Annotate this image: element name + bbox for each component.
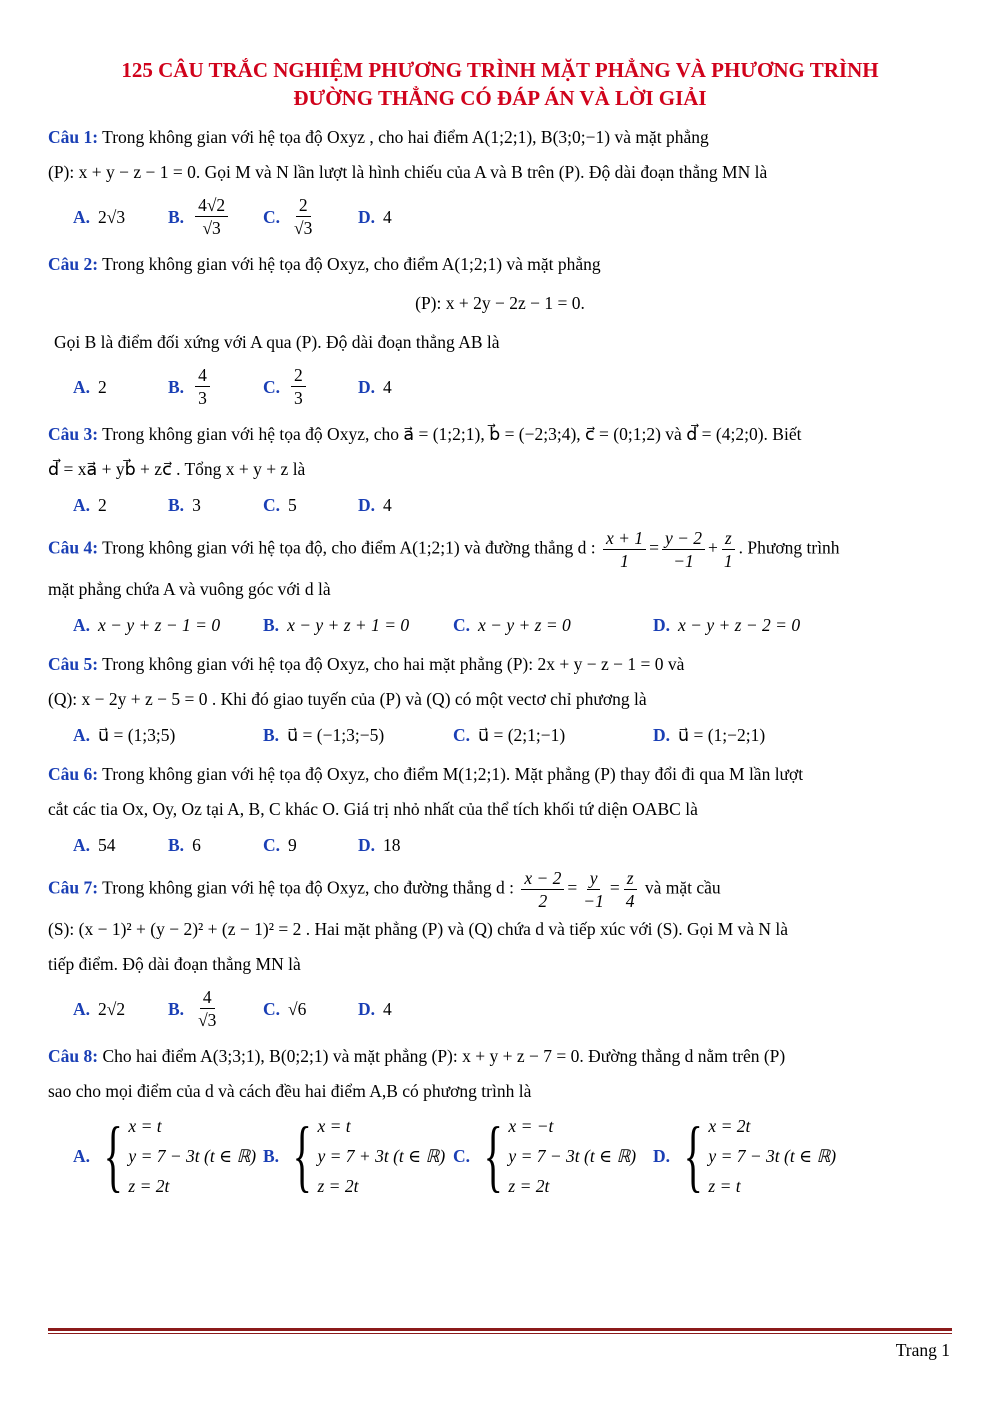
system-line: y = 7 − 3t (t ∈ ℝ) (708, 1146, 837, 1166)
answer-b[interactable] (263, 721, 453, 749)
answer-a[interactable] (73, 203, 168, 231)
system-line: z = 2t (508, 1176, 550, 1196)
left-brace: { (103, 1112, 123, 1200)
answer-letter: C. (453, 615, 471, 635)
numerator: x − 2 (521, 867, 564, 890)
denominator: 3 (198, 388, 207, 408)
question-text: và mặt cầu (644, 877, 721, 898)
question-text: (P): x + y − z − 1 = 0. Gọi M và N lần lượt là hình chiếu của A và B trên (P). Độ dài đoạn thẳng MN là (48, 162, 768, 182)
answers-4 (48, 611, 952, 639)
question-label: Câu 5: (48, 654, 99, 674)
denominator: 1 (620, 551, 629, 571)
answer-letter: D. (653, 615, 671, 635)
system-line: z = t (708, 1176, 741, 1196)
answer-c[interactable] (453, 611, 653, 639)
answer-d[interactable] (358, 203, 392, 231)
answer-value: u⃗ = (1;3;5) (98, 725, 176, 745)
answer-d[interactable] (653, 1111, 836, 1201)
answer-letter: B. (168, 376, 185, 397)
answer-c[interactable] (453, 721, 653, 749)
document-page (48, 56, 952, 1207)
answer-a[interactable] (73, 373, 168, 401)
answer-b[interactable] (168, 364, 263, 409)
fraction (623, 867, 638, 912)
denominator: −1 (583, 891, 604, 911)
operator: + (708, 537, 718, 558)
answer-c[interactable] (453, 1111, 653, 1201)
answers-3 (48, 491, 952, 519)
answer-value: 9 (288, 835, 297, 855)
answer-letter: D. (653, 725, 671, 745)
answer-value: u⃗ = (2;1;−1) (478, 725, 566, 745)
answer-letter: C. (263, 835, 281, 855)
answer-value: 4 (383, 376, 392, 397)
answer-letter: A. (73, 615, 91, 635)
question-label: Câu 2: (48, 254, 99, 274)
answer-letter: B. (168, 495, 185, 515)
question-text: Trong không gian với hệ tọa độ Oxyz, cho hai mặt phẳng (P): 2x + y − z − 1 = 0 và (102, 654, 685, 674)
denominator: √3 (294, 218, 313, 238)
answer-a[interactable] (73, 491, 168, 519)
answer-letter: A. (73, 725, 91, 745)
answer-letter: D. (358, 495, 376, 515)
question-text: Trong không gian với hệ tọa độ, cho điểm A(1;2;1) và đường thẳng d : (102, 537, 596, 558)
answer-b[interactable] (168, 491, 263, 519)
answer-d[interactable] (653, 611, 800, 639)
footer-rule-thin (48, 1333, 952, 1334)
equation-system (98, 1111, 256, 1201)
question-4 (48, 527, 952, 607)
answer-a[interactable] (73, 611, 263, 639)
answer-letter: B. (263, 615, 280, 635)
answer-d[interactable] (653, 721, 765, 749)
answer-letter: C. (453, 1146, 471, 1166)
equation-system (478, 1111, 636, 1201)
fraction (721, 527, 736, 572)
fraction (195, 194, 228, 239)
system-line: y = 7 − 3t (t ∈ ℝ) (128, 1146, 257, 1166)
question-label: Câu 6: (48, 764, 99, 784)
answer-b[interactable] (168, 986, 263, 1031)
numerator: 4 (200, 986, 215, 1009)
answer-value: 54 (98, 835, 116, 855)
answer-value: 4 (383, 495, 392, 515)
question-label: Câu 8: (48, 1046, 99, 1066)
footer-rule (48, 1328, 952, 1331)
answer-d[interactable] (358, 491, 392, 519)
answer-value: x − y + z − 1 = 0 (98, 615, 221, 635)
answer-value: 2√2 (98, 998, 126, 1019)
system-line: x = 2t (708, 1116, 751, 1136)
answer-letter: B. (263, 1146, 280, 1166)
left-brace: { (292, 1112, 312, 1200)
answer-letter: A. (73, 206, 91, 227)
answer-b[interactable] (263, 611, 453, 639)
title-line-2: ĐƯỜNG THẲNG CÓ ĐÁP ÁN VÀ LỜI GIẢI (293, 86, 707, 110)
numerator: z (722, 527, 735, 550)
answer-letter: C. (453, 725, 471, 745)
fraction (291, 194, 315, 239)
answer-value: 18 (383, 835, 401, 855)
question-text: Trong không gian với hệ tọa độ Oxyz, cho a⃗ = (1;2;1), b⃗ = (−2;3;4), c⃗ = (0;1;2) và d⃗ = (4;2;0). Biết (102, 424, 802, 444)
system-line: z = 2t (317, 1176, 359, 1196)
fraction (195, 364, 210, 409)
fraction (195, 986, 219, 1031)
answer-letter: C. (263, 206, 281, 227)
denominator: √3 (202, 218, 221, 238)
answers-2 (48, 364, 952, 409)
answer-letter: D. (653, 1146, 671, 1166)
answer-d[interactable] (358, 373, 392, 401)
question-text: Trong không gian với hệ tọa độ Oxyz, cho điểm A(1;2;1) và mặt phẳng (102, 254, 601, 274)
question-text: mặt phẳng chứa A và vuông góc với d là (48, 579, 331, 599)
question-text: d⃗ = xa⃗ + yb⃗ + zc⃗ . Tổng x + y + z là (48, 459, 306, 479)
question-text: sao cho mọi điểm của d và cách đều hai điểm A,B có phương trình là (48, 1081, 532, 1101)
question-text: . Phương trình (738, 537, 840, 558)
question-8 (48, 1039, 952, 1109)
denominator: 4 (625, 891, 635, 911)
answer-letter: A. (73, 835, 91, 855)
question-6 (48, 757, 952, 827)
answer-letter: B. (168, 998, 185, 1019)
answer-value: 2 (98, 376, 107, 397)
answer-d[interactable] (358, 995, 392, 1023)
numerator: 4 (195, 364, 210, 387)
system-line: y = 7 − 3t (t ∈ ℝ) (508, 1146, 637, 1166)
answers-8 (48, 1111, 952, 1201)
answer-letter: A. (73, 495, 91, 515)
question-2 (48, 247, 952, 360)
question-3 (48, 417, 952, 487)
answer-value: 4 (383, 998, 392, 1019)
left-brace: { (683, 1112, 703, 1200)
question-text: cắt các tia Ox, Oy, Oz tại A, B, C khác O. Giá trị nhỏ nhất của thể tích khối tứ diện OABC là (48, 799, 698, 819)
numerator: 2 (296, 194, 311, 217)
numerator: y − 2 (662, 527, 705, 550)
answers-1 (48, 194, 952, 239)
question-text: (Q): x − 2y + z − 5 = 0 . Khi đó giao tuyến của (P) và (Q) có một vectơ chỉ phương là (48, 689, 647, 709)
plane-equation: (P): x + 2y − 2z − 1 = 0. (415, 293, 585, 313)
system-line: x = t (128, 1116, 162, 1136)
answer-c[interactable] (263, 194, 358, 239)
answer-letter: A. (73, 1146, 91, 1166)
equation-system (678, 1111, 836, 1201)
denominator: √3 (198, 1010, 217, 1030)
question-text: Gọi B là điểm đối xứng với A qua (P). Độ dài đoạn thẳng AB là (54, 332, 500, 352)
question-label: Câu 1: (48, 127, 99, 147)
answer-letter: B. (263, 725, 280, 745)
question-label: Câu 7: (48, 877, 99, 898)
answer-c[interactable] (263, 491, 358, 519)
answer-letter: B. (168, 835, 185, 855)
answer-value: √6 (288, 998, 307, 1019)
question-text: Cho hai điểm A(3;3;1), B(0;2;1) và mặt phẳng (P): x + y + z − 7 = 0. Đường thẳng d nằm trên (P) (102, 1046, 786, 1066)
question-7: Câu 7: Trong không gian với hệ tọa độ Oxyz, cho đường thẳng d : $\frac{x - 2}{2}$ = $\frac{y}{-1}$ = $\frac{z}{4}$ và mặt cầu (S): (x − 1)² + (y − 2)² + (z − 1)² = 2 . Hai mặt phẳng (P) và (Q) chứa d và tiếp xúc với (S). Gọi M và N là tiếp điểm. Độ dài đoạn thẳng MN là (48, 868, 789, 974)
denominator: 3 (294, 388, 303, 408)
question-text: Trong không gian với hệ tọa độ Oxyz , cho hai điểm A(1;2;1), B(3;0;−1) và mặt phẳng (102, 127, 709, 147)
system-line: x = t (317, 1116, 351, 1136)
numerator: x + 1 (603, 527, 646, 550)
fraction (291, 364, 306, 409)
answer-letter: C. (263, 376, 281, 397)
answer-letter: B. (168, 206, 185, 227)
answer-value: 4 (383, 206, 392, 227)
answer-value: x − y + z − 2 = 0 (678, 615, 801, 635)
answer-letter: D. (358, 835, 376, 855)
equation-system (287, 1111, 445, 1201)
numerator: 4√2 (195, 194, 228, 217)
answer-letter: D. (358, 998, 376, 1019)
answers-6 (48, 831, 952, 859)
numerator: y (587, 867, 601, 890)
answer-c[interactable] (263, 995, 358, 1023)
answer-letter: D. (358, 376, 376, 397)
answer-value: x − y + z = 0 (478, 615, 571, 635)
left-brace: { (483, 1112, 503, 1200)
answer-letter: C. (263, 998, 281, 1019)
operator: = (649, 537, 659, 558)
system-line: x = −t (508, 1116, 554, 1136)
answer-value: 2√3 (98, 206, 126, 227)
answer-letter: C. (263, 495, 281, 515)
numerator: z (624, 867, 637, 890)
answer-value: u⃗ = (1;−2;1) (678, 725, 766, 745)
answer-value: 6 (192, 835, 201, 855)
question-text: tiếp điểm. Độ dài đoạn thẳng MN là (48, 954, 301, 974)
answer-value: 5 (288, 495, 297, 515)
answer-letter: A. (73, 376, 91, 397)
system-line: y = 7 + 3t (t ∈ ℝ) (317, 1146, 446, 1166)
system-line: z = 2t (128, 1176, 170, 1196)
answer-b[interactable] (168, 194, 263, 239)
question-1 (48, 120, 952, 190)
fraction (580, 867, 607, 912)
numerator: 2 (291, 364, 306, 387)
title-line-1: 125 CÂU TRẮC NGHIỆM PHƯƠNG TRÌNH MẶT PHẲNG VÀ PHƯƠNG TRÌNH (121, 58, 879, 82)
question-label: Câu 3: (48, 424, 99, 444)
answer-letter: A. (73, 998, 91, 1019)
answer-a[interactable] (73, 995, 168, 1023)
fraction (603, 527, 646, 572)
denominator: 2 (538, 891, 548, 911)
answer-b[interactable] (263, 1111, 453, 1201)
denominator: −1 (673, 551, 694, 571)
answer-letter: D. (358, 206, 376, 227)
question-text: Trong không gian với hệ tọa độ Oxyz, cho đường thẳng d : (102, 877, 514, 898)
question-text: Trong không gian với hệ tọa độ Oxyz, cho điểm M(1;2;1). Mặt phẳng (P) thay đổi đi qua M lần lượt (102, 764, 804, 784)
answer-a[interactable] (73, 831, 168, 859)
answer-value: x − y + z + 1 = 0 (287, 615, 410, 635)
denominator: 1 (723, 551, 733, 571)
answer-d[interactable] (358, 831, 401, 859)
answer-c[interactable] (263, 364, 358, 409)
fraction (662, 527, 705, 572)
answer-value: 2 (98, 495, 107, 515)
answer-b[interactable] (168, 831, 263, 859)
answer-c[interactable] (263, 831, 358, 859)
fraction (521, 867, 564, 912)
answer-a[interactable] (73, 1111, 263, 1201)
answer-a[interactable] (73, 721, 263, 749)
question-text: (S): (x − 1)² + (y − 2)² + (z − 1)² = 2 . Hai mặt phẳng (P) và (Q) chứa d và tiếp xúc với (S). Gọi M và N là (48, 919, 789, 939)
answer-value: u⃗ = (−1;3;−5) (287, 725, 385, 745)
question-label: Câu 4: (48, 537, 99, 558)
page-number: Trang 1 (895, 1340, 950, 1360)
answers-5 (48, 721, 952, 749)
answers-7 (48, 986, 952, 1031)
answer-value: 3 (192, 495, 201, 515)
document-title (48, 56, 952, 112)
question-5 (48, 647, 952, 717)
